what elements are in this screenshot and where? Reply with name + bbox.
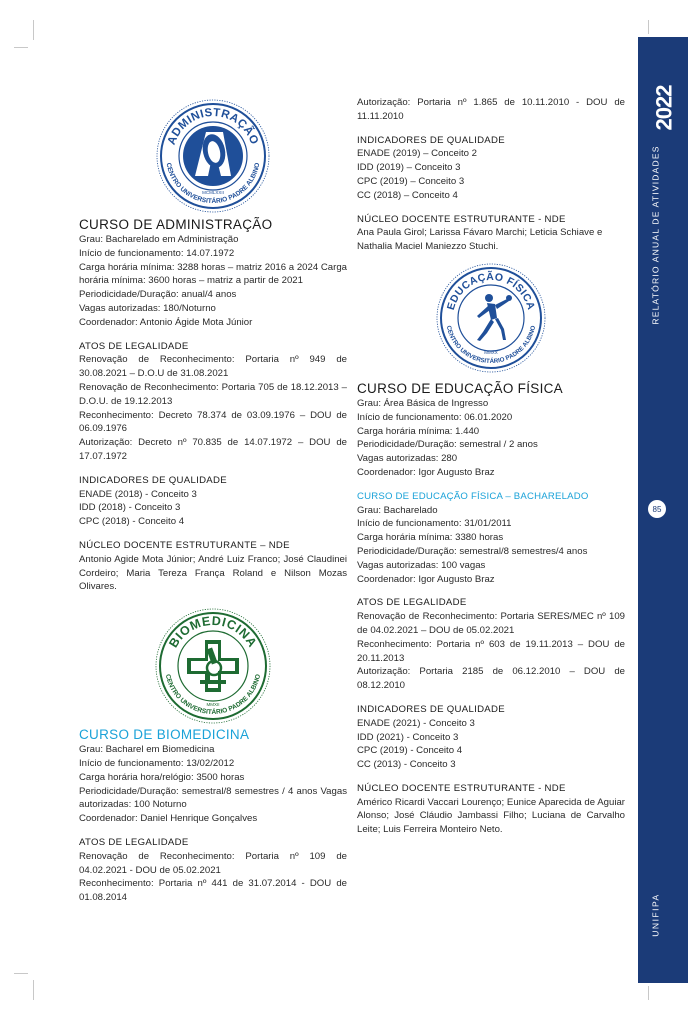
quality-line: IDD (2018) - Conceito 3: [79, 502, 181, 514]
info-line: Carga horária hora/relógio: 3500 horas: [79, 771, 245, 783]
nde-heading: NÚCLEO DOCENTE ESTRUTURANTE – NDE: [79, 539, 290, 551]
microscope-cross-icon: [187, 640, 239, 692]
educacao-fisica-seal-year: MMXX: [484, 349, 498, 355]
nde-members: Antonio Agide Mota Júnior; André Luiz Franco; José Claudinei Cordeiro; Maria Tereza França Roland e Nilson Mozas Olivares.: [79, 553, 347, 593]
left-column: [79, 96, 347, 905]
info-line: Periodicidade/Duração: semestral/8 semestres/4 anos: [357, 545, 588, 557]
quality-heading: INDICADORES DE QUALIDADE: [357, 134, 505, 146]
nde-heading: NÚCLEO DOCENTE ESTRUTURANTE - NDE: [357, 213, 566, 225]
biomedicina-seal: [148, 604, 278, 726]
nde-heading: NÚCLEO DOCENTE ESTRUTURANTE - NDE: [357, 782, 566, 794]
info-line: Grau: Bacharel em Biomedicina: [79, 744, 215, 756]
report-year: 2022: [651, 85, 677, 131]
administracao-seal-wrap: [79, 96, 347, 216]
info-line: Grau: Bacharelado em Administração: [79, 234, 239, 245]
info-line: Início de funcionamento: 06.01.2020: [357, 411, 513, 423]
quality-line: ENADE (2021) - Conceito 3: [357, 717, 475, 729]
info-line: Início de funcionamento: 14.07.1972: [79, 247, 235, 259]
biomedicina-seal-top: BIOMEDICINA: [166, 613, 260, 651]
report-title: RELATÓRIO ANUAL DE ATIVIDADES: [651, 145, 661, 325]
biomedicina-seal-bottom: CENTRO UNIVERSITÁRIO PADRE ALBINO: [163, 673, 263, 717]
info-line: Periodicidade/Duração: semestral / 2 anos: [357, 439, 538, 451]
quality-line: IDD (2021) - Conceito 3: [357, 731, 459, 743]
nde-members: Américo Ricardi Vaccari Lourenço; Eunice Aparecida de Aguiar Alonso; José Cláudio Jambassi Filho; Luciana de Carvalho Leite; Luis Ferreira Monteiro Neto.: [357, 796, 625, 836]
legal-heading: ATOS DE LEGALIDADE: [357, 597, 467, 609]
legal-line: Autorização: Portaria 2185 de 06.12.2010 – DOU de 08.12.2010: [357, 666, 625, 692]
info-line: Início de funcionamento: 13/02/2012: [79, 757, 235, 769]
legal-line: Reconhecimento: Portaria nº 441 de 31.07.2014 - DOU de 01.08.2014: [79, 878, 347, 904]
legal-line: Reconhecimento: Portaria nº 603 de 19.11.2013 – DOU de 20.11.2013: [357, 638, 625, 664]
biomedicina-seal-wrap: [79, 604, 347, 726]
quality-line: ENADE (2019) – Conceito 2: [357, 148, 477, 160]
legal-line: Reconhecimento: Decreto 78.374 de 03.09.1976 – DOU de 06.09.1976: [79, 409, 347, 435]
administracao-emblem-icon: [183, 126, 243, 186]
legal-line: Autorização: Portaria nº 1.865 de 10.11.2010 - DOU de 11.11.2010: [357, 97, 625, 122]
quality-heading: INDICADORES DE QUALIDADE: [357, 703, 505, 715]
educacao-fisica-title: CURSO DE EDUCAÇÃO FÍSICA: [357, 380, 563, 396]
administracao-title: CURSO DE ADMINISTRAÇÃO: [79, 217, 273, 232]
biomedicina-title: CURSO DE BIOMEDICINA: [79, 727, 250, 743]
info-line: Coordenador: Igor Augusto Braz: [357, 573, 495, 585]
quality-line: CPC (2019) - Conceito 4: [357, 745, 463, 757]
discus-thrower-icon: [462, 289, 520, 347]
quality-line: CC (2013) - Conceito 3: [357, 759, 456, 771]
legal-line: Autorização: Decreto nº 70.835 de 14.07.1972 – DOU de 17.07.1972: [79, 437, 347, 462]
quality-heading: INDICADORES DE QUALIDADE: [79, 474, 227, 486]
biomedicina-seal-year: MMXII: [206, 702, 220, 708]
administracao-seal-top: ADMINISTRAÇÃO: [165, 106, 261, 147]
crop-mark: [14, 47, 28, 48]
info-line: Vagas autorizadas: 280: [357, 453, 458, 465]
crop-mark: [648, 20, 649, 34]
quality-line: CPC (2018) - Conceito 4: [79, 516, 185, 528]
quality-line: IDD (2019) – Conceito 3: [357, 162, 461, 174]
quality-line: CPC (2019) – Conceito 3: [357, 175, 465, 187]
info-line: Carga horária mínima: 3380 horas: [357, 532, 504, 544]
info-line: Carga horária mínima: 3288 horas – matriz 2016 a 2024 Carga horária mínima: 3600 horas – matriz a partir de 2021: [79, 261, 347, 287]
legal-line: Renovação de Reconhecimento: Portaria 705 de 18.12.2013 – D.O.U. de 19.12.2013: [79, 381, 347, 407]
nde-members: Ana Paula Girol; Larissa Fávaro Marchi; Leticia Schiave e Nathalia Maciel Maniezzo Stuchi.: [357, 227, 603, 253]
info-line: Grau: Bacharelado: [357, 504, 438, 516]
info-line: Coordenador: Igor Augusto Braz: [357, 466, 495, 478]
crop-mark: [33, 980, 34, 1000]
educacao-fisica-seal-top: EDUCAÇÃO FÍSICA: [444, 270, 538, 312]
legal-heading: ATOS DE LEGALIDADE: [79, 340, 189, 352]
educacao-fisica-seal-bottom: CENTRO UNIVERSITÁRIO PADRE ALBINO: [444, 324, 538, 366]
crop-mark: [648, 986, 649, 1000]
quality-line: CC (2018) – Conceito 4: [357, 189, 458, 201]
right-column: [357, 96, 625, 837]
info-line: Periodicidade/Duração: semestral/8 semestres / 4 anos Vagas autorizadas: 100 Noturno: [79, 785, 347, 811]
crop-mark: [14, 973, 28, 974]
info-line: Início de funcionamento: 31/01/2011: [357, 518, 512, 530]
bacharelado-subtitle: CURSO DE EDUCAÇÃO FÍSICA – BACHARELADO: [357, 490, 589, 502]
administracao-seal-bottom: CENTRO UNIVERSITÁRIO PADRE ALBINO: [164, 162, 262, 206]
educacao-fisica-seal: [431, 258, 551, 376]
brand-name: UNIFIPA: [651, 893, 661, 937]
info-line: Grau: Área Básica de Ingresso: [357, 397, 489, 409]
info-line: Coordenador: Daniel Henrique Gonçalves: [79, 813, 258, 825]
administracao-seal: [148, 96, 278, 216]
info-line: Vagas autorizadas: 180/Noturno: [79, 302, 216, 314]
legal-line: Renovação de Reconhecimento: Portaria SERES/MEC nº 109 de 04.02.2021 – DOU de 05.02.2021: [357, 611, 625, 636]
administracao-seal-year: MCMLXXII: [202, 190, 224, 195]
info-line: Vagas autorizadas: 100 vagas: [357, 559, 486, 571]
quality-line: ENADE (2018) - Conceito 3: [79, 488, 197, 500]
educacao-fisica-seal-wrap: [357, 258, 625, 376]
crop-mark: [33, 20, 34, 40]
info-line: Coordenador: Antonio Ágide Mota Júnior: [79, 316, 253, 328]
legal-line: Renovação de Reconhecimento: Portaria nº 109 de 04.02.2021 - DOU de 05.02.2021: [79, 850, 347, 876]
legal-heading: ATOS DE LEGALIDADE: [79, 836, 189, 848]
info-line: Carga horária mínima: 1.440: [357, 425, 480, 437]
legal-line: Renovação de Reconhecimento: Portaria nº 949 de 30.08.2021 – D.O.U de 31.08.2021: [79, 354, 347, 380]
info-line: Periodicidade/Duração: anual/4 anos: [79, 289, 237, 301]
page-number: 85: [648, 500, 666, 518]
